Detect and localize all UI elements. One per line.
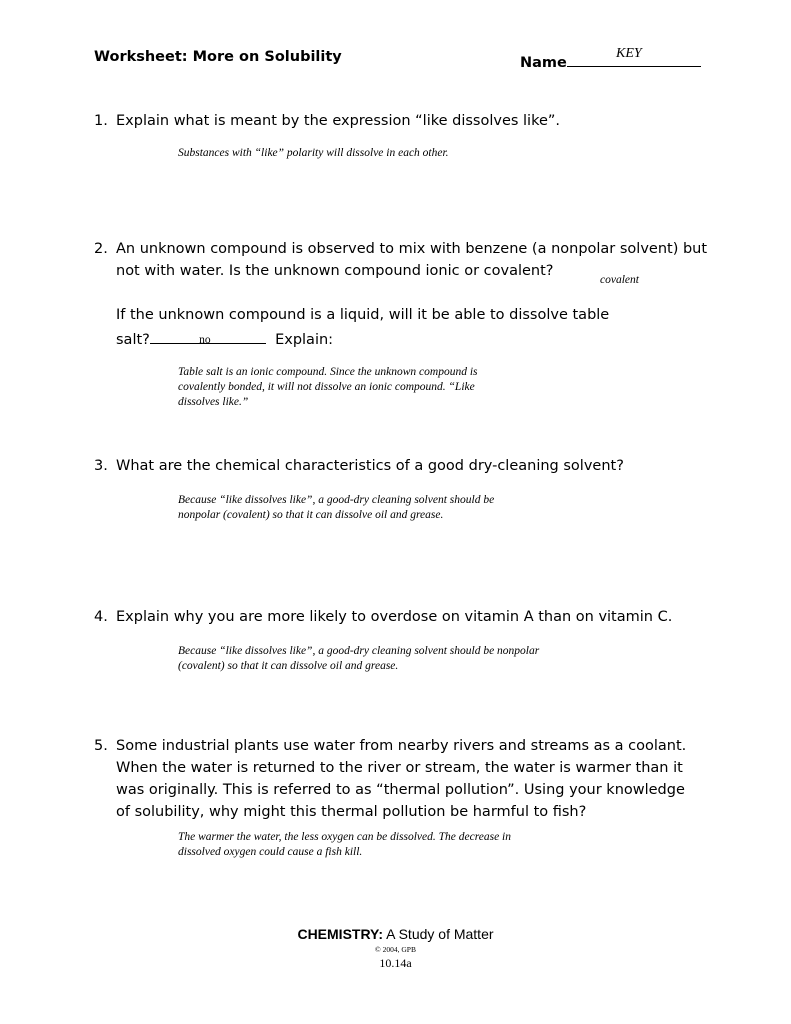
answer-line: Because “like dissolves like”, a good-dry cleaning solvent should be [178, 494, 495, 506]
question-text: When the water is returned to the river or stream, the water is warmer than it [116, 760, 683, 776]
question-text: was originally. This is referred to as “thermal pollution”. Using your knowledge [116, 782, 685, 798]
answer-line: dissolved oxygen could cause a fish kill. [178, 846, 363, 858]
answer-5 [178, 830, 511, 860]
question-text: not with water. Is the unknown compound ionic or covalent? [116, 263, 554, 279]
question-text: Some industrial plants use water from nearby rivers and streams as a coolant. [116, 738, 687, 754]
question-text: An unknown compound is observed to mix with benzene (a nonpolar solvent) but [116, 241, 708, 257]
answer-line: The warmer the water, the less oxygen can be dissolved. The decrease in [178, 831, 512, 843]
answer-line: dissolves like.” [178, 396, 249, 408]
answer-2 [178, 365, 478, 410]
answer-2-short: covalent [600, 274, 639, 286]
question-4 [94, 606, 714, 628]
answer-3 [178, 493, 494, 523]
followup-suffix: Explain: [275, 332, 334, 348]
question-number: 4. [94, 609, 108, 625]
question-text: What are the chemical characteristics of a good dry-cleaning solvent? [116, 458, 624, 474]
answer-line: Substances with “like” polarity will dissolve in each other. [178, 147, 449, 159]
footer-brand-rest: A Study of Matter [383, 926, 494, 942]
question-text: Explain why you are more likely to overdose on vitamin A than on vitamin C. [116, 609, 673, 625]
answer-line: Table salt is an ionic compound. Since the unknown compound is [178, 366, 478, 378]
question-text: Explain what is meant by the expression “like dissolves like”. [116, 113, 561, 129]
name-field [520, 46, 701, 71]
question-1 [94, 110, 714, 132]
worksheet-title: Worksheet: More on Solubility [94, 49, 342, 65]
answer-1 [178, 146, 449, 161]
question-2-followup [94, 304, 714, 351]
name-value: KEY [616, 46, 642, 61]
answer-4 [178, 644, 539, 674]
answer-line: covalently bonded, it will not dissolve an ionic compound. “Like [178, 381, 475, 393]
name-label: Name [520, 55, 567, 71]
followup-prefix: salt? [116, 332, 150, 348]
followup-text: If the unknown compound is a liquid, will it be able to dissolve table [116, 307, 610, 323]
footer-copyright: © 2004, GPB [375, 945, 416, 954]
answer-line: Because “like dissolves like”, a good-dry cleaning solvent should be nonpolar [178, 645, 540, 657]
answer-line: nonpolar (covalent) so that it can dissolve oil and grease. [178, 509, 444, 521]
footer-brand-bold: CHEMISTRY: [297, 926, 384, 942]
salt-blank-answer: no [199, 334, 211, 346]
name-blank [567, 46, 701, 67]
page-number: 10.14a [379, 956, 412, 970]
salt-blank [150, 326, 266, 344]
question-number: 1. [94, 113, 108, 129]
footer-brand [0, 926, 791, 942]
question-text: of solubility, why might this thermal pollution be harmful to fish? [116, 804, 587, 820]
question-5 [94, 735, 714, 823]
answer-line: (covalent) so that it can dissolve oil and grease. [178, 660, 399, 672]
question-number: 5. [94, 738, 108, 754]
question-number: 2. [94, 241, 108, 257]
question-3 [94, 455, 714, 477]
question-number: 3. [94, 458, 108, 474]
